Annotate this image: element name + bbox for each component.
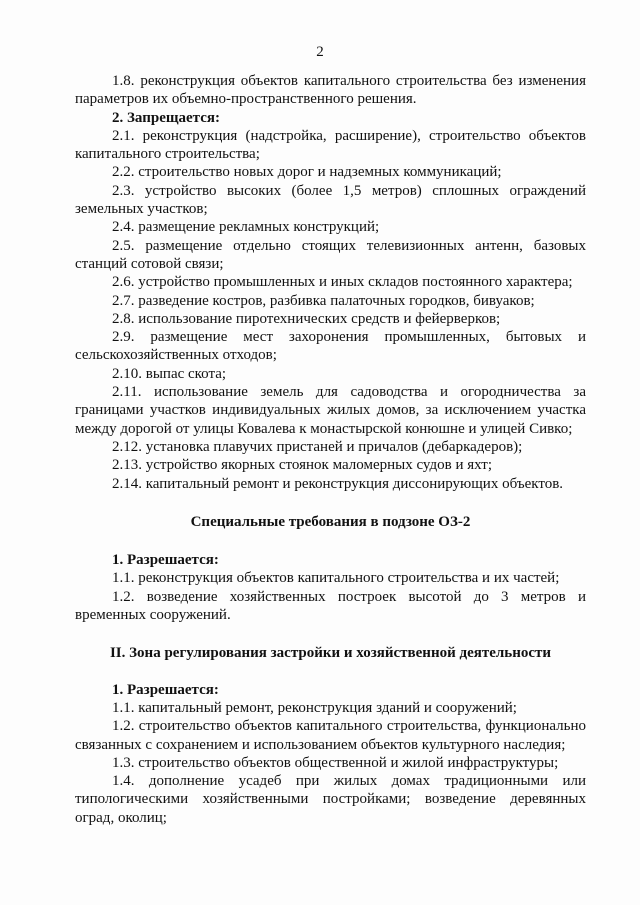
section-title: Специальные требования в подзоне ОЗ-2 (190, 513, 471, 530)
section-spacer (75, 493, 586, 513)
section-title: II. Зона регулирования застройки и хозяйственной деятельности (109, 645, 552, 662)
list-item: 1.2. строительство объектов капитального строительства, функционально связанных с сохранением и использованием объектов культурного наследия; (75, 718, 586, 753)
list-heading: 1. Разрешается: (112, 552, 219, 569)
list-item: 1.1. реконструкция объектов капитального строительства и их частей; (112, 570, 560, 587)
list-heading: 2. Запрещается: (112, 109, 221, 126)
list-item: 2.7. разведение костров, разбивка палаточных городков, бивуаков; (112, 292, 535, 309)
list-item: 1.1. капитальный ремонт, реконструкция зданий и сооружений; (112, 699, 517, 716)
list-item: 2.9. размещение мест захоронения промышленных, бытовых и сельскохозяйственных отходов; (75, 329, 586, 364)
list-heading: 1. Разрешается: (112, 681, 219, 698)
list-item: 2.6. устройство промышленных и иных складов постоянного характера; (112, 274, 573, 291)
list-item: 2.11. использование земель для садоводства и огородничества за границами участков индивидуальных жилых домов, за исключением участка между дорогой от улицы Ковалева к монастырской конюшне и улицей Сивко; (75, 384, 586, 437)
list-item: 2.2. строительство новых дорог и надземных коммуникаций; (112, 164, 502, 181)
section-spacer (75, 531, 586, 551)
list-item: 2.14. капитальный ремонт и реконструкция диссонирующих объектов. (112, 475, 564, 492)
list-item: 2.10. выпас скота; (112, 365, 227, 382)
list-item: 1.8. реконструкция объектов капитального строительства без изменения параметров их объемно-пространственного решения. (75, 73, 586, 108)
document-body (75, 72, 586, 827)
list-item: 2.3. устройство высоких (более 1,5 метров) сплошных ограждений земельных участков; (75, 182, 586, 218)
list-item: 1.3. строительство объектов общественной и жилой инфраструктуры; (112, 754, 559, 771)
list-item: 1.4. дополнение усадеб при жилых домах традиционными или типологическими хозяйственными постройками; возведение деревянных оград, околиц; (75, 773, 586, 826)
list-item: 1.2. возведение хозяйственных построек высотой до 3 метров и временных сооружений. (75, 588, 586, 624)
list-item: 2.13. устройство якорных стоянок маломерных судов и яхт; (112, 457, 492, 474)
list-item: 2.8. использование пиротехнических средств и фейерверков; (112, 310, 501, 327)
section-spacer (75, 624, 586, 644)
list-item: 2.1. реконструкция (надстройка, расширение), строительство объектов капитального строительства; (75, 127, 586, 163)
page-number: 2 (316, 44, 324, 60)
section-spacer (75, 663, 586, 681)
list-item: 2.4. размещение рекламных конструкций; (112, 219, 380, 236)
list-item: 2.5. размещение отдельно стоящих телевизионных антенн, базовых станций сотовой связи; (75, 237, 586, 272)
list-item: 2.12. установка плавучих пристаней и причалов (дебаркадеров); (112, 438, 523, 455)
